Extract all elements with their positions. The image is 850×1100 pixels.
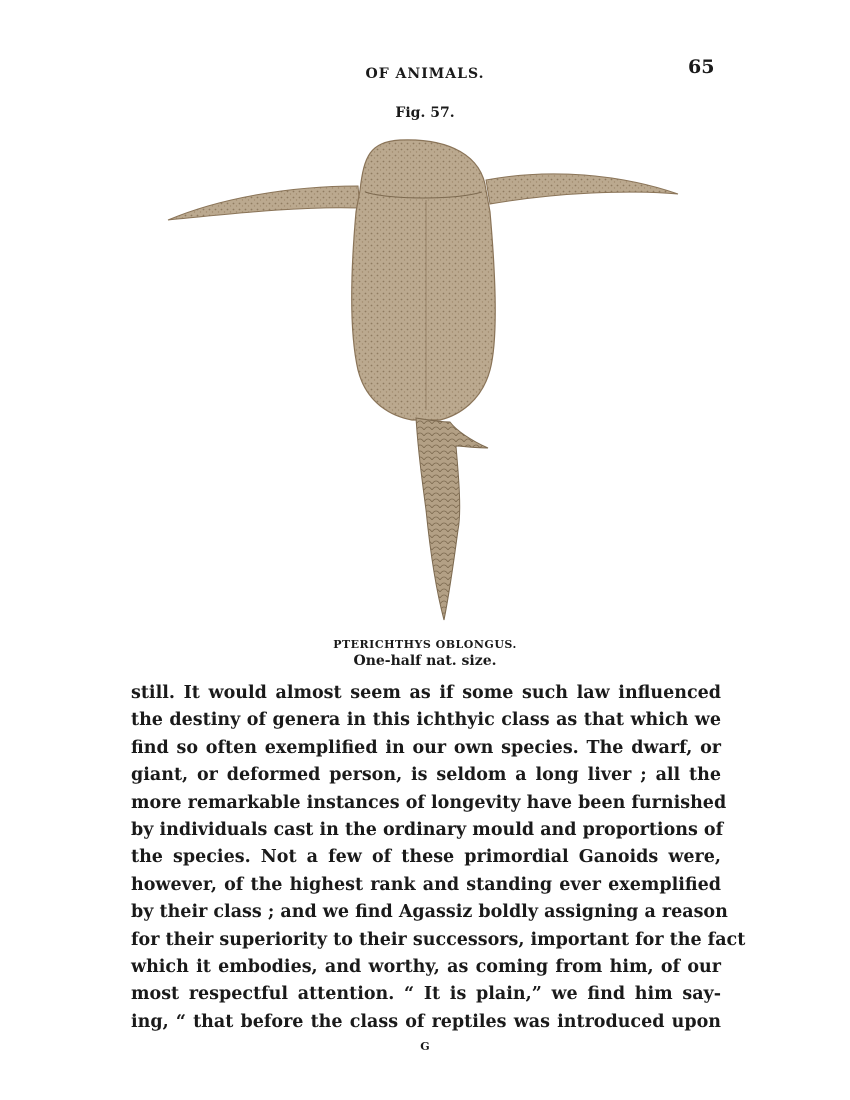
left-fin [168, 186, 360, 220]
carapace [352, 140, 496, 420]
tail [416, 418, 488, 620]
page-number: 65 [688, 56, 715, 78]
pterichthys-illustration [160, 130, 690, 630]
figure-caption-title: PTERICHTHYS OBLONGUS. [333, 638, 517, 651]
text-line: by individuals cast in the ordinary mould and proportions of [131, 819, 724, 840]
body-text [131, 680, 746, 1036]
text-line: still. It would almost seem as if some such law influenced [131, 683, 721, 703]
text-line: ing, “ that before the class of reptiles was introduced upon [131, 1011, 721, 1032]
running-header: OF ANIMALS. [365, 66, 485, 82]
text-line: the species. Not a few of these primordial Ganoids were, [131, 847, 721, 868]
text-line: most respectful attention. “ It is plain,” we find him say- [131, 984, 721, 1005]
text-line: for their superiority to their successors, important for the fact [131, 929, 746, 950]
text-line: the destiny of genera in this ichthyic class as that which we [131, 710, 721, 731]
text-line: more remarkable instances of longevity have been furnished [131, 792, 727, 813]
text-line: however, of the highest rank and standing ever exemplified [131, 874, 721, 895]
text-line: by their class ; and we find Agassiz boldly assigning a reason [131, 902, 728, 923]
signature-mark: G [420, 1040, 430, 1053]
figure-label: Fig. 57. [395, 105, 455, 121]
figure-caption-subtitle: One-half nat. size. [353, 653, 497, 669]
text-line: find so often exemplified in our own species. The dwarf, or [131, 737, 721, 758]
text-line: which it embodies, and worthy, as coming from him, of our [131, 956, 721, 977]
text-line: giant, or deformed person, is seldom a long liver ; all the [131, 765, 721, 786]
right-fin [486, 174, 678, 204]
